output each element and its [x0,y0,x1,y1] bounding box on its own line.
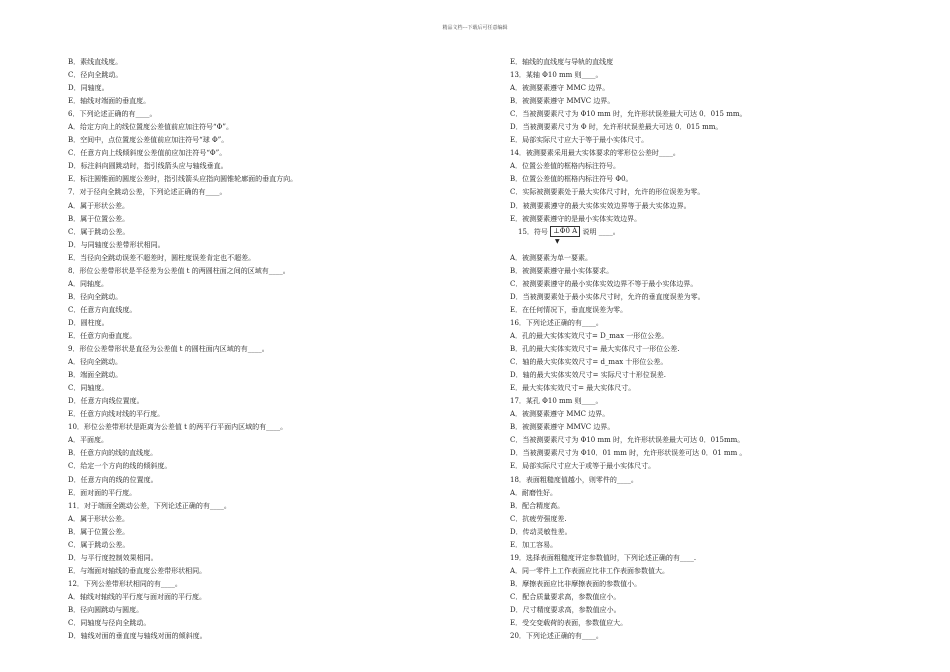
text-line: A．属于形状公差。 [68,514,130,523]
text-line: C．径向全跳动。 [68,71,123,80]
text-line: D．任意方向线位置度。 [68,397,144,406]
text-line: B．孔的最大实体实效尺寸= 最大实体尺寸一形位公差. [510,345,680,354]
text-line: E．任意方向线对线的平行度。 [68,410,165,419]
text-line: E．受交变载荷的表面，参数值应大。 [510,619,628,628]
text-line: 8．形位公差带形状是半径差为公差值 t 的两圆柱面之间的区域有____。 [68,266,290,275]
text-line: 6．下列论述正确的有____。 [68,110,157,119]
tolerance-frame-symbol: ⊥Φ0 A [550,226,580,237]
text-line: E．标注圆锥面的圆度公差时，指引线箭头应指向圆锥轮廓面的垂直方向。 [68,175,298,184]
text-line: E．局部实际尺寸应大于等于最小实体尺寸。 [510,136,649,145]
text-line: C．配合质量要求高，参数值应小。 [510,592,621,601]
text-line: D．与同轴度公差带形状相同。 [68,240,165,249]
text-line: B．径向全跳动。 [68,292,123,301]
text-line: A．孔的最大实体实效尺寸= D_max 一形位公差。 [510,331,669,340]
text-line: E．当径向全跳动误差不超差时，圆柱度误差肯定也不超差。 [68,253,256,262]
text-line: A．同一零件上工作表面应比非工作表面参数值大。 [510,566,670,575]
text-line: D．轴的最大实体实效尺寸= 实际尺寸十形位误差. [510,371,666,380]
left-column [68,56,468,643]
text-line: E．加工容易。 [510,540,558,549]
text-line: 9．形位公差带形状是直径为公差值 t 的圆柱面内区域的有____。 [68,345,269,354]
right-column [510,56,910,643]
text-line: C．当被测要素尺寸为 Φ10 mm 时，允许形状误差最大可达 0．015mm。 [510,436,745,445]
text-line: C．被测要素遵守的最小实体实效边界不等于最小实体边界。 [510,279,698,288]
text-line: E．与端面对轴线的垂直度公差带形状相同。 [68,566,207,575]
text-line: E．最大实体实效尺寸= 最大实体尺寸。 [510,384,636,393]
text-line: A．轴线对轴线的平行度与面对面的平行度。 [68,592,207,601]
text-line: 16．下列论述正确的有____。 [510,318,603,327]
text-line: 12．下列公差带形状相同的有____。 [68,579,182,588]
text-line: B．空间中，点位置度公差值前应加注符号“球 Φ”。 [68,136,229,145]
text-line: B．径向圆跳动与圆度。 [68,605,144,614]
question-15-prefix: 15．符号 [518,227,548,236]
text-line: A．被测要素为单一要素。 [510,253,593,262]
text-line: A．平面度。 [68,436,109,445]
text-line: B．素线直线度。 [68,58,123,66]
datum-arrow-icon: ▼ [555,238,560,245]
text-line: C．同轴度。 [68,384,109,393]
text-line: 13．某轴 Φ10 mm 则____。 [510,71,603,80]
page-header: 精品文档---下载后可任意编辑 [442,25,508,31]
text-line: B．位置公差值的框格内标注符号 Φ0。 [510,175,633,184]
text-line: A．属于形状公差。 [68,201,130,210]
text-line: D．尺寸精度要求高，参数值应小。 [510,605,621,614]
text-line: D．同轴度。 [68,84,109,93]
question-15-suffix: 说明 [582,227,597,236]
text-line: 20．下列论述正确的有____。 [510,632,603,641]
text-line: E．被测要素遵守的是最小实体实效边界。 [510,214,642,223]
text-line: C．实际被测要素处于最大实体尺寸时，允许的形位误差为零。 [510,188,705,197]
text-line: D．标注斜向圆跳动时，指引线箭头应与轴线垂直。 [68,162,228,171]
text-line: C．属于跳动公差。 [68,540,130,549]
text-line: E．局部实际尺寸应大于或等于最小实体尺寸。 [510,462,656,471]
text-line: B．端面全跳动。 [68,371,123,380]
text-line: A．被测要素遵守 MMC 边界。 [510,410,610,419]
text-line: C．抗疲劳强度差. [510,514,567,523]
text-line: 11．对于端面全跳动公差，下列论述正确的有____。 [68,501,231,510]
text-line: C．同轴度与径向全跳动。 [68,619,151,628]
text-line: E．面对面的平行度。 [68,488,137,497]
question-15-blank: ____。 [598,227,620,236]
question-15-line [510,226,910,239]
text-line: B．属于位置公差。 [68,214,130,223]
text-line: E．在任何情况下，垂直度误差为零。 [510,305,628,314]
datum-arrow-line [510,239,910,252]
text-line: A．耐磨性好。 [510,488,558,497]
text-line: B．任意方向的线的直线度。 [68,449,158,458]
text-line: E．任意方向垂直度。 [68,331,137,340]
text-line: D．与平行度控制效果相同。 [68,553,158,562]
text-line: A．同轴度。 [68,279,109,288]
text-line: E．轴线的直线度与导轨的直线度 [510,58,614,66]
text-line: 14．被测要素采用最大实体要求的零形位公差时____。 [510,149,680,158]
text-line: 7．对于径向全跳动公差，下列论述正确的有____。 [68,188,227,197]
text-line: C．轴的最大实体实效尺寸= d_max 十形位公差。 [510,358,668,367]
text-line: D．传动灵敏性差。 [510,527,572,536]
text-line: A．被测要素遵守 MMC 边界。 [510,84,610,93]
text-line: C．任意方向直线度。 [68,305,137,314]
text-line: D．圆柱度。 [68,318,109,327]
text-line: 17．某孔 Φ10 mm 则____。 [510,397,603,406]
text-line: D．轴线对面的垂直度与轴线对面的倾斜度。 [68,632,207,641]
text-line: B．摩擦表面应比非摩擦表面的参数值小。 [510,579,642,588]
text-line: 10．形位公差带形状是距离为公差值 t 的两平行平面内区域的有____。 [68,423,288,432]
text-line: E．轴线对端面的垂直度。 [68,97,151,106]
text-line: D．任意方向的线的位置度。 [68,475,158,484]
text-line: 18．表面粗糙度值越小，则零件的____。 [510,475,638,484]
text-line: A．给定方向上的线位置度公差值前应加注符号“Φ”。 [68,123,233,132]
text-line: C．给定一个方向的线的倾斜度。 [68,462,172,471]
text-line: C．属于跳动公差。 [68,227,130,236]
text-line: D．当被测要素尺寸为 Φ10．01 mm 时，允许形状误差可达 0．01 mm 。 [510,449,747,458]
text-line: A．径向全跳动。 [68,358,123,367]
text-line: B．被测要素遵守最小实体要求。 [510,266,614,275]
text-line: B．配合精度高。 [510,501,565,510]
right-bottom-block [510,252,910,643]
text-line: 19．选择表面粗糙度评定参数值时，下列论述正确的有____. [510,553,697,562]
right-top-block [510,56,910,226]
text-line: B．属于位置公差。 [68,527,130,536]
text-line: C．任意方向上线倾斜度公差值前应加注符号“Φ”。 [68,149,227,158]
text-line: D．被测要素遵守的最大实体实效边界等于最大实体边界。 [510,201,691,210]
text-line: B．被测要素遵守 MMVC 边界。 [510,97,615,106]
text-line: D．当被测要素尺寸为 Φ 时，允许形状误差最大可达 0．015 mm。 [510,123,723,132]
text-line: A．位置公差值的框格内标注符号。 [510,162,621,171]
text-line: C．当被测要素尺寸为 Φ10 mm 时，允许形状误差最大可达 0．015 mm。 [510,110,747,119]
text-line: D．当被测要素处于最小实体尺寸时，允许的垂直度误差为零。 [510,292,705,301]
text-line: B．被测要素遵守 MMVC 边界。 [510,423,615,432]
